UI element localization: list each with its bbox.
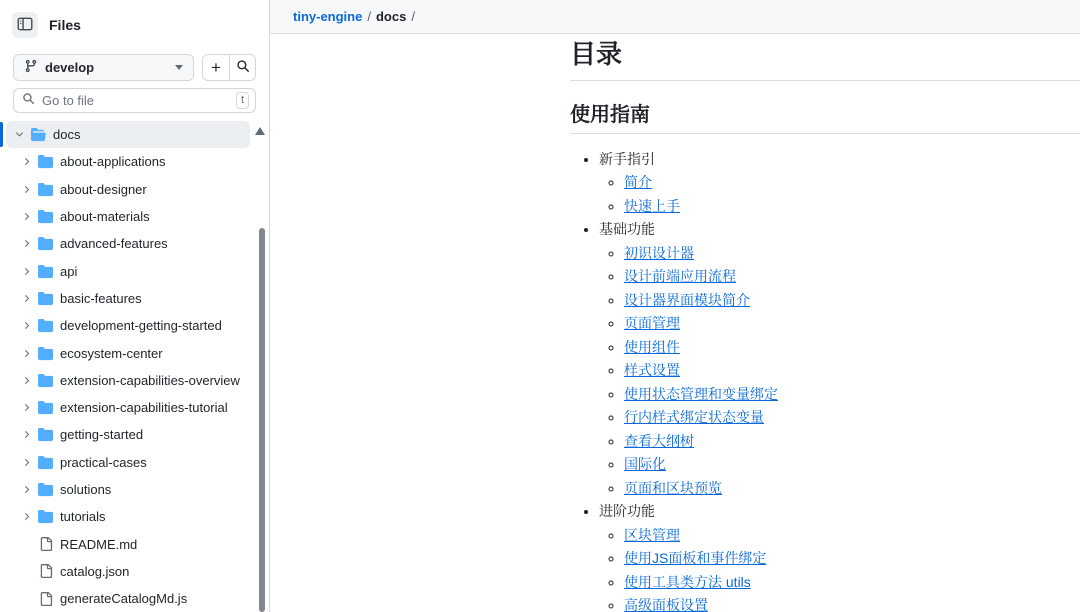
page-title: 目录 <box>570 36 1080 81</box>
chevron-right-icon <box>20 402 32 414</box>
tree-item-label: catalog.json <box>60 563 130 579</box>
folder-icon <box>38 400 53 415</box>
breadcrumb-separator: / <box>411 9 415 24</box>
tree-item-about-applications[interactable] <box>6 148 250 175</box>
folder-icon <box>38 346 53 361</box>
toc-list <box>570 148 1080 612</box>
toc-group-label: 新手指引 <box>599 150 655 167</box>
file-icon <box>38 537 53 552</box>
scrollbar-up-button[interactable] <box>255 127 265 135</box>
toc-link[interactable]: 设计前端应用流程 <box>624 268 736 284</box>
tree-item-label: advanced-features <box>60 236 168 252</box>
tree-item-label: about-applications <box>60 154 166 170</box>
tree-item-label: tutorials <box>60 509 106 525</box>
tree-item-label: generateCatalogMd.js <box>60 591 188 607</box>
chevron-right-icon <box>20 183 32 195</box>
panel-left-icon <box>17 16 33 35</box>
tree-item-label: ecosystem-center <box>60 345 163 361</box>
folder-icon <box>31 127 46 142</box>
chevron-right-icon <box>20 211 32 223</box>
toc-item <box>624 571 1080 595</box>
tree-item-label: practical-cases <box>60 454 147 470</box>
folder-icon <box>38 182 53 197</box>
branch-name: develop <box>45 60 95 75</box>
toc-item <box>599 500 1080 612</box>
chevron-right-icon <box>20 238 32 250</box>
go-to-file-input[interactable] <box>42 93 229 108</box>
folder-icon <box>38 209 53 224</box>
scrollbar-thumb[interactable] <box>259 228 265 612</box>
readme-preview <box>270 34 1080 612</box>
tree-item-label: about-designer <box>60 181 147 197</box>
chevron-right-icon <box>20 292 32 304</box>
toc-item <box>624 430 1080 454</box>
chevron-down-icon <box>13 129 25 141</box>
folder-icon <box>38 427 53 442</box>
magnifier-icon <box>236 58 250 78</box>
toc-sublist <box>599 524 1080 612</box>
chevron-right-icon <box>20 156 32 168</box>
file-icon <box>38 591 53 606</box>
file-icon <box>38 564 53 579</box>
toc-link[interactable]: 样式设置 <box>624 362 680 378</box>
toc-item <box>624 289 1080 313</box>
chevron-right-icon <box>20 320 32 332</box>
toc-item <box>624 195 1080 219</box>
folder-icon <box>38 509 53 524</box>
sidebar-header <box>0 0 269 38</box>
search-this-repo-button[interactable] <box>229 55 255 80</box>
tree-item-about-materials[interactable] <box>6 203 250 230</box>
folder-icon <box>38 455 53 470</box>
toc-link[interactable]: 页面管理 <box>624 315 680 331</box>
folder-icon <box>38 373 53 388</box>
tree-item-label: api <box>60 263 78 279</box>
tree-item-docs[interactable] <box>6 121 250 148</box>
toc-item <box>624 524 1080 548</box>
toc-item <box>624 383 1080 407</box>
toc-link[interactable]: 行内样式绑定状态变量 <box>624 409 764 425</box>
tree-item-label: docs <box>53 127 81 143</box>
chevron-right-icon <box>20 511 32 523</box>
toc-link[interactable]: 简介 <box>624 174 652 190</box>
toc-item <box>624 265 1080 289</box>
toc-sublist <box>599 242 1080 501</box>
content-area <box>270 0 1080 612</box>
shortcut-key-badge: t <box>236 92 249 109</box>
tree-action-group <box>202 54 256 81</box>
toc-link[interactable]: 使用组件 <box>624 338 680 355</box>
toc-sublist <box>599 171 1080 218</box>
toc-item <box>624 312 1080 336</box>
chevron-right-icon <box>20 429 32 441</box>
tree-item-catalog.json[interactable] <box>6 558 250 585</box>
tree-item-label: development-getting-started <box>60 318 222 334</box>
folder-icon <box>38 264 53 279</box>
tree-item-label: extension-capabilities-tutorial <box>60 400 228 416</box>
tree-item-README.md[interactable] <box>6 530 250 557</box>
folder-icon <box>38 482 53 497</box>
tree-item-basic-features[interactable] <box>6 285 250 312</box>
breadcrumb-separator: / <box>367 9 371 24</box>
chevron-right-icon <box>20 347 32 359</box>
chevron-right-icon <box>20 374 32 386</box>
toc-link[interactable]: 使用工具类方法 utils <box>624 573 751 590</box>
collapse-file-tree-button[interactable] <box>12 12 38 38</box>
tree-item-label: getting-started <box>60 427 144 443</box>
go-to-file-search <box>13 88 256 113</box>
tree-item-generateCatalogMd.js[interactable] <box>6 585 250 612</box>
toc-link[interactable]: 使用状态管理和变量绑定 <box>624 385 778 402</box>
folder-icon <box>38 291 53 306</box>
folder-icon <box>38 154 53 169</box>
toc-link[interactable]: 高级面板设置 <box>624 597 708 612</box>
tree-item-advanced-features[interactable] <box>6 230 250 257</box>
toc-item <box>624 547 1080 571</box>
toc-link[interactable]: 国际化 <box>624 456 666 472</box>
chevron-down-icon <box>175 65 183 70</box>
branch-selector-button[interactable] <box>13 54 194 81</box>
chevron-right-icon <box>20 484 32 496</box>
toc-link[interactable]: 区块管理 <box>624 526 680 543</box>
toc-link[interactable]: 使用JS面板和事件绑定 <box>624 550 767 566</box>
git-branch-icon <box>24 59 38 76</box>
toc-item <box>624 359 1080 383</box>
tree-item-tutorials[interactable] <box>6 503 250 530</box>
tree-item-about-designer[interactable] <box>6 176 250 203</box>
sidebar-title: Files <box>49 17 81 33</box>
toc-item <box>599 218 1080 500</box>
toc-link[interactable]: 初识设计器 <box>624 244 694 261</box>
toc-group-label: 进阶功能 <box>599 503 655 519</box>
breadcrumb-repo-link[interactable]: tiny-engine <box>293 9 363 24</box>
add-file-button[interactable] <box>203 55 229 80</box>
tree-item-practical-cases[interactable] <box>6 449 250 476</box>
toc-item <box>624 594 1080 612</box>
tree-item-label: extension-capabilities-overview <box>60 372 240 388</box>
sidebar-controls <box>0 38 269 81</box>
toc-link[interactable]: 查看大纲树 <box>624 432 694 449</box>
toc-link[interactable]: 设计器界面模块简介 <box>624 291 750 308</box>
toc-item <box>624 406 1080 430</box>
breadcrumb-current-folder: docs <box>375 9 407 24</box>
toc-item <box>599 148 1080 219</box>
toc-item <box>624 477 1080 501</box>
chevron-right-icon <box>20 265 32 277</box>
toc-item <box>624 336 1080 360</box>
tree-item-getting-started[interactable] <box>6 421 250 448</box>
magnifier-icon <box>22 92 35 110</box>
section-heading: 使用指南 <box>570 103 1080 134</box>
folder-icon <box>38 236 53 251</box>
tree-item-label: solutions <box>60 482 112 497</box>
tree-item-api[interactable] <box>6 257 250 284</box>
file-tree-sidebar <box>0 0 270 612</box>
tree-item-extension-capabilities-overview[interactable] <box>6 367 250 394</box>
tree-item-solutions[interactable] <box>6 476 250 503</box>
tree-item-label: README.md <box>60 536 138 552</box>
tree-item-development-getting-started[interactable] <box>6 312 250 339</box>
tree-item-ecosystem-center[interactable] <box>6 339 250 366</box>
toc-item <box>624 453 1080 477</box>
toc-item <box>624 242 1080 266</box>
toc-item <box>624 171 1080 195</box>
file-tree <box>0 121 269 612</box>
chevron-right-icon <box>20 456 32 468</box>
tree-item-label: about-materials <box>60 209 150 225</box>
breadcrumb <box>270 0 1080 34</box>
toc-link[interactable]: 页面和区块预览 <box>624 479 722 496</box>
tree-item-label: basic-features <box>60 290 142 306</box>
toc-group-label: 基础功能 <box>599 221 655 237</box>
folder-icon <box>38 318 53 333</box>
tree-item-extension-capabilities-tutorial[interactable] <box>6 394 250 421</box>
toc-link[interactable]: 快速上手 <box>624 197 680 214</box>
plus-icon: + <box>211 57 221 77</box>
